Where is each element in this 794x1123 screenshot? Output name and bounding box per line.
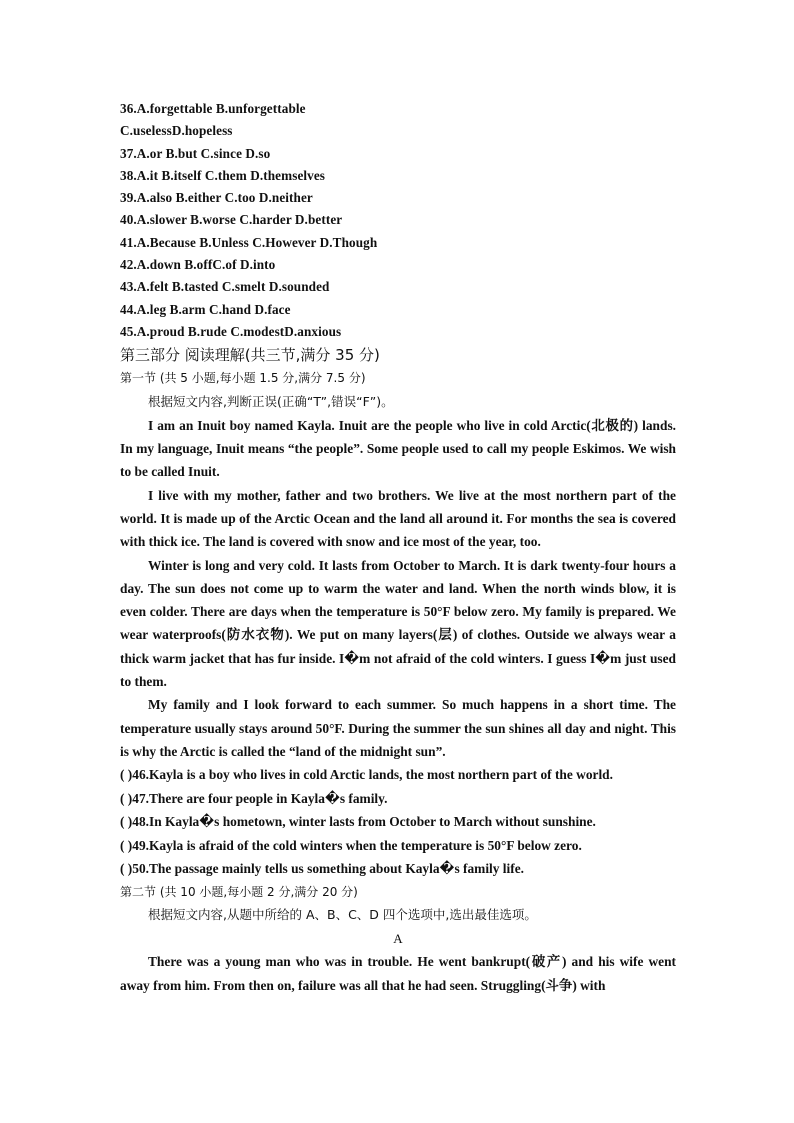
option-line: 40.A.slower B.worse C.harder D.better bbox=[120, 212, 343, 228]
option-list bbox=[120, 98, 676, 343]
option-line: 41.A.Because B.Unless C.However D.Though bbox=[120, 234, 378, 250]
option-line: 37.A.or B.but C.since D.so bbox=[120, 145, 271, 161]
passage-label: A bbox=[393, 931, 403, 947]
part2-heading: 第二节 (共 10 小题,每小题 2 分,满分 20 分) bbox=[120, 884, 358, 899]
passage-paragraph: Winter is long and very cold. It lasts from October to March. It is dark twenty-four hours a day. The sun does not come up to warm the water and land. When the north winds blow, it is even colder. There are days when the temperature is 50°F below zero. My family is prepared. We wear waterproofs(防水衣物). We put on many layers(层) of clothes. Outside we always wear a thick warm jacket that has fur inside. I�m not afraid of the cold winters. I guess I�m just used to them. bbox=[120, 557, 676, 690]
option-line: 43.A.felt B.tasted C.smelt D.sounded bbox=[120, 279, 330, 295]
option-line: 44.A.leg B.arm C.hand D.face bbox=[120, 301, 291, 317]
passage-paragraph: There was a young man who was in trouble. He went bankrupt(破产) and his wife went away from him. From then on, failure was all that he had seen. Struggling(斗争) with bbox=[120, 954, 676, 993]
question-item: ( )48.In Kayla�s hometown, winter lasts from October to March without sunshine. bbox=[120, 814, 596, 830]
question-item: ( )47.There are four people in Kayla�s family. bbox=[120, 790, 388, 806]
option-line: C.uselessD.hopeless bbox=[120, 123, 233, 139]
question-item: ( )50.The passage mainly tells us something about Kayla�s family life. bbox=[120, 861, 524, 877]
option-line: 45.A.proud B.rude C.modestD.anxious bbox=[120, 323, 342, 339]
part1-heading: 第一节 (共 5 小题,每小题 1.5 分,满分 7.5 分) bbox=[120, 371, 366, 386]
question-item: ( )46.Kayla is a boy who lives in cold Arctic lands, the most northern part of the world. bbox=[120, 767, 613, 783]
option-line: 42.A.down B.offC.of D.into bbox=[120, 257, 276, 273]
section-title: 第三部分 阅读理解(共三节,满分 35 分) bbox=[120, 346, 380, 365]
option-line: 36.A.forgettable B.unforgettable bbox=[120, 101, 306, 116]
passage-paragraph: I live with my mother, father and two brothers. We live at the most northern part of the world. It is made up of the Arctic Ocean and the land all around it. For months the sea is covered with thick ice. The land is covered with snow and ice most of the year, too. bbox=[120, 487, 676, 550]
part2-instruction: 根据短文内容,从题中所给的 A、B、C、D 四个选项中,选出最佳选项。 bbox=[148, 907, 537, 923]
option-line: 39.A.also B.either C.too D.neither bbox=[120, 190, 313, 206]
document-content bbox=[120, 98, 676, 997]
option-line: 38.A.it B.itself C.them D.themselves bbox=[120, 167, 326, 183]
part1-instruction: 根据短文内容,判断正误(正确“T”,错误“F”)。 bbox=[148, 393, 394, 409]
passage-paragraph: I am an Inuit boy named Kayla. Inuit are the people who live in cold Arctic(北极的) lands. In my language, Inuit means “the people”. Some people used to call my people Eskimos. We wish to be called Inuit. bbox=[120, 417, 676, 480]
question-item: ( )49.Kayla is afraid of the cold winters when the temperature is 50°F below zero. bbox=[120, 837, 582, 853]
passage-paragraph: My family and I look forward to each summer. So much happens in a short time. The temperature usually stays around 50°F. During the summer the sun shines all day and night. This is why the Arctic is called the “land of the midnight sun”. bbox=[120, 697, 676, 759]
